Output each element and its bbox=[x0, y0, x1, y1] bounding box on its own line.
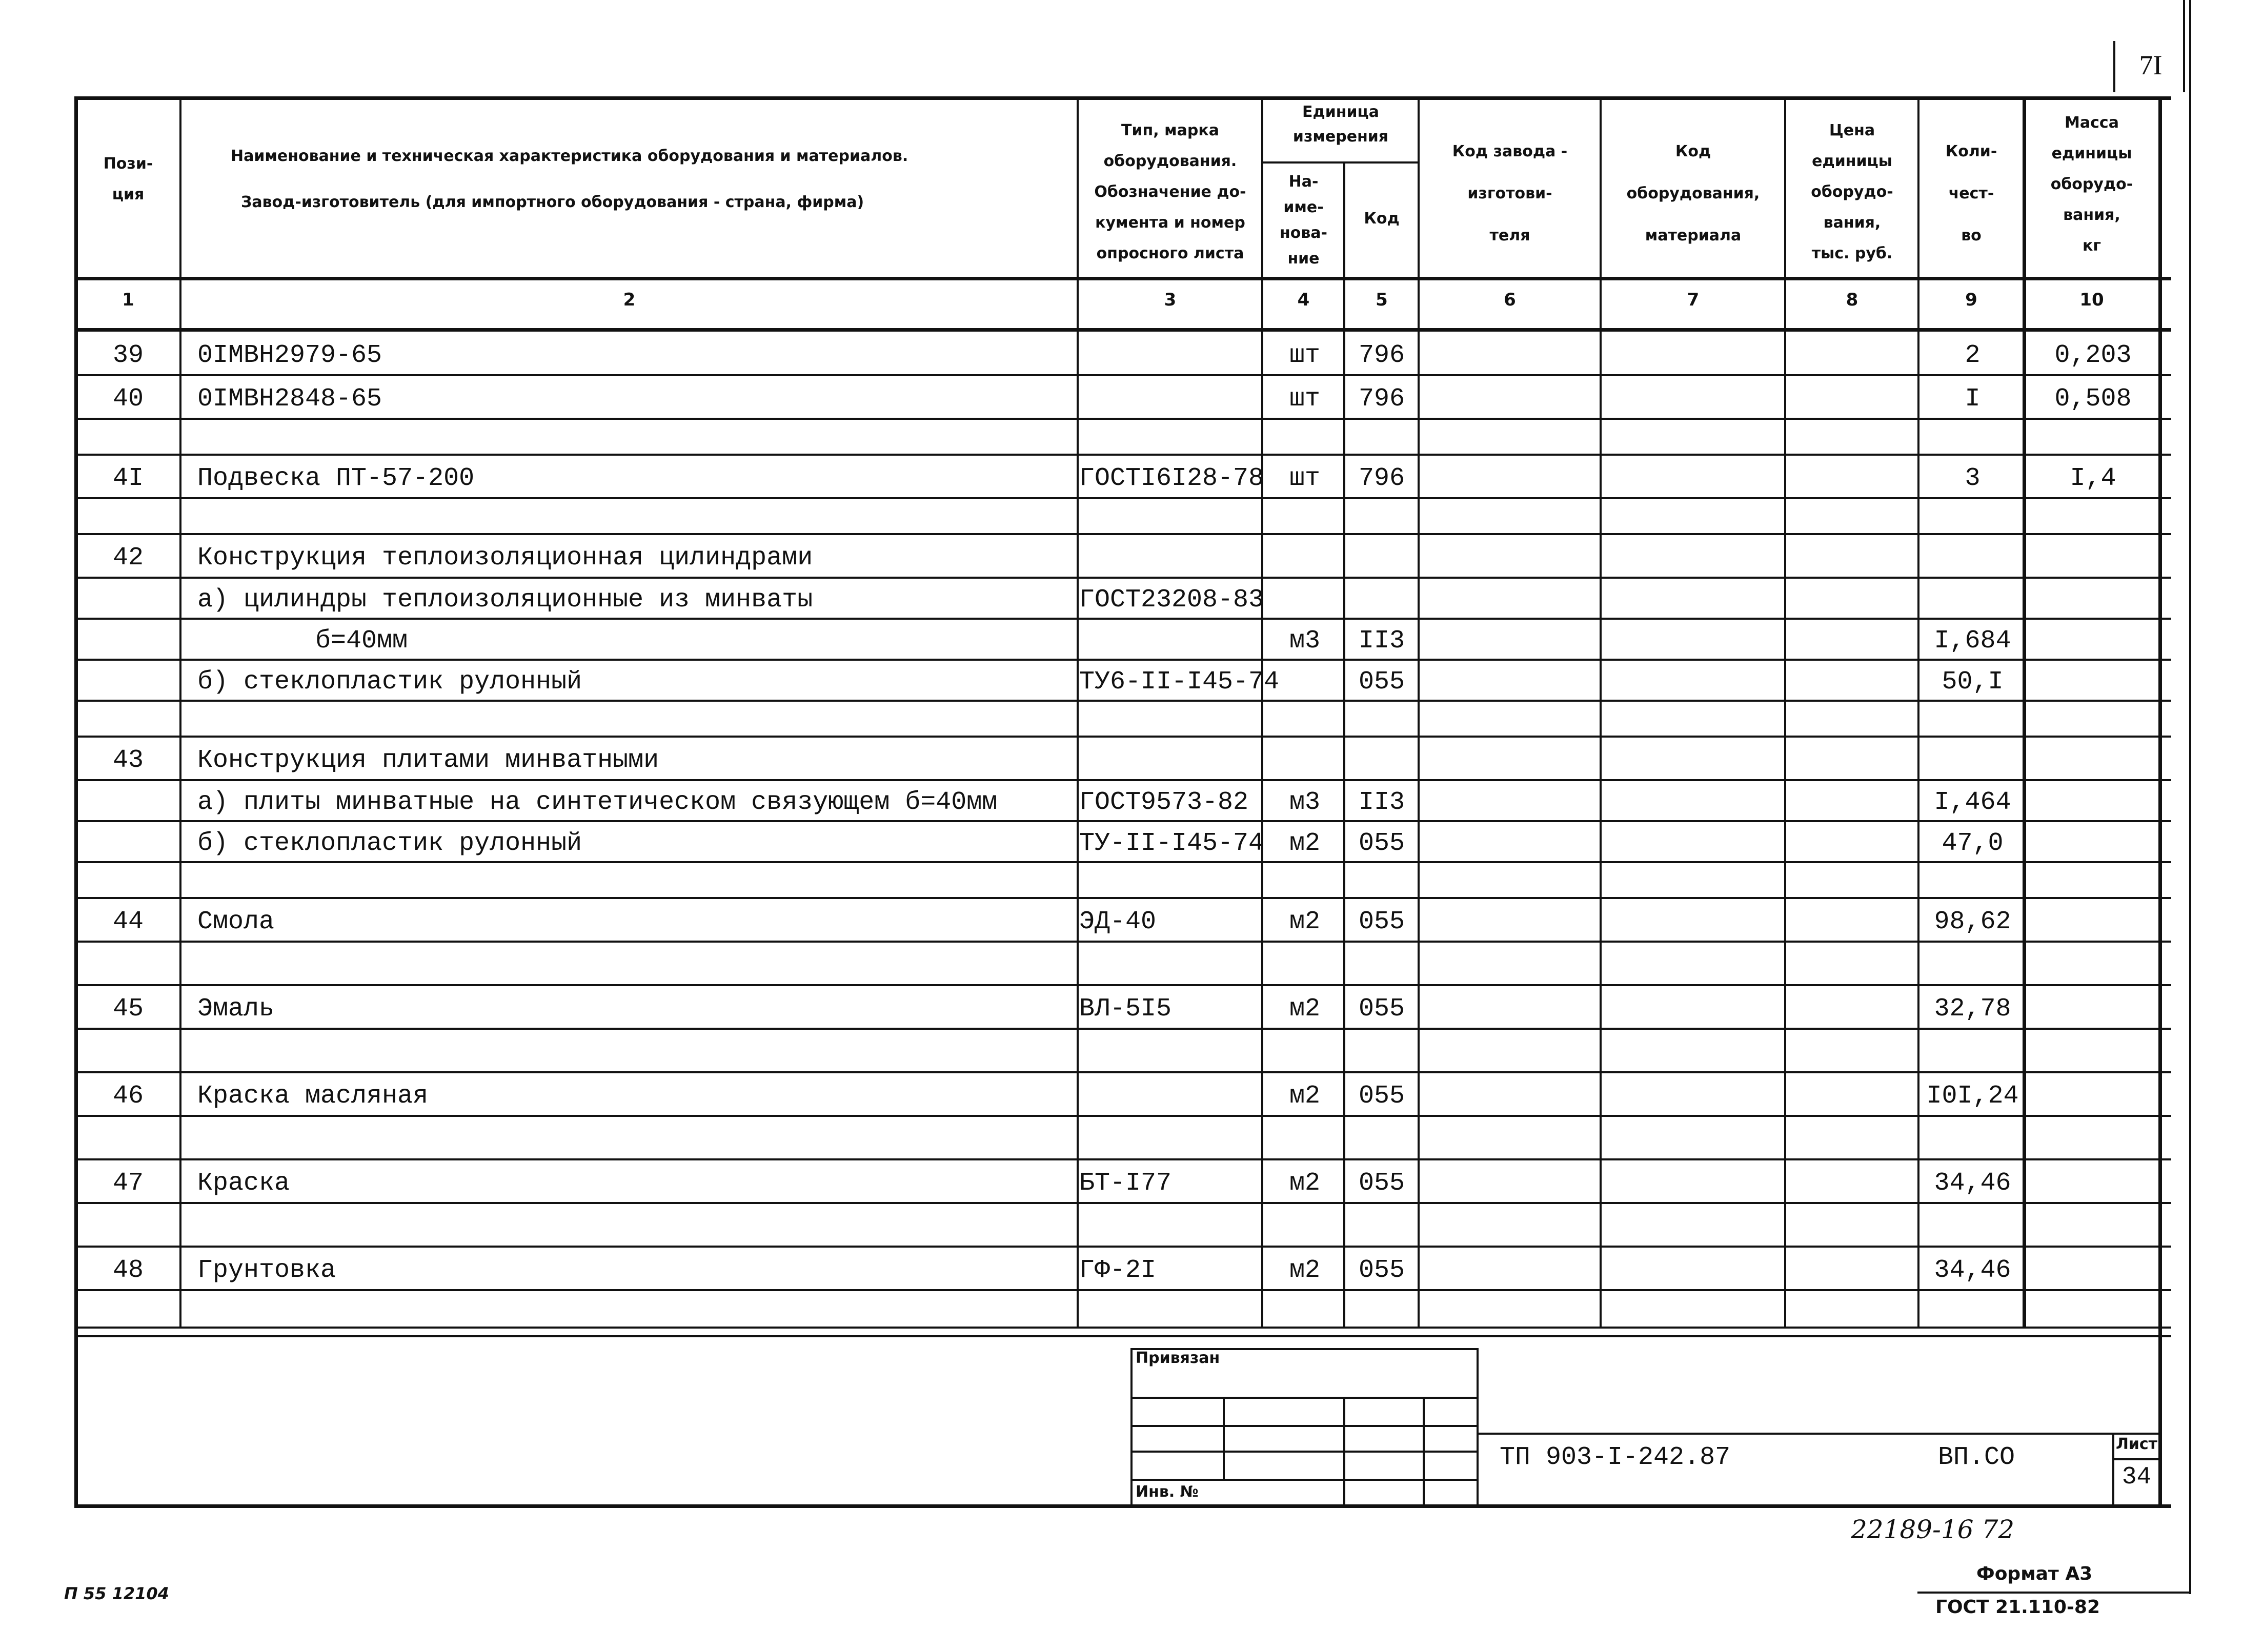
sheet-number: 34 bbox=[2121, 1463, 2152, 1491]
format-underline bbox=[1917, 1592, 2189, 1594]
row-divider bbox=[74, 533, 2171, 535]
cell-name: Конструкция теплоизоляционная цилиндрами bbox=[197, 543, 813, 573]
cell-name: а) цилиндры теплоизоляционные из минваты bbox=[197, 585, 813, 615]
cell-unit: шт bbox=[1289, 384, 1320, 414]
cell-quantity: 32,78 bbox=[1934, 994, 2011, 1024]
header-mass: Масса единицы оборудо- вания, кг bbox=[2050, 114, 2133, 255]
cell-quantity: I,684 bbox=[1934, 626, 2011, 656]
cell-position: 44 bbox=[112, 907, 144, 936]
column-number: 10 bbox=[2079, 290, 2104, 310]
cell-name: Подвеска ПТ-57-200 bbox=[197, 463, 475, 493]
cell-name: Эмаль bbox=[197, 994, 275, 1024]
header-position: Пози- ция bbox=[103, 155, 153, 203]
cell-type: ТУ-II-I45-74 bbox=[1079, 829, 1264, 858]
cell-name: Краска масляная bbox=[197, 1081, 429, 1111]
cell-type: БТ-I77 bbox=[1079, 1168, 1172, 1198]
row-divider bbox=[74, 941, 2171, 943]
cell-name: Краска bbox=[197, 1168, 290, 1198]
cell-code: 055 bbox=[1358, 994, 1405, 1024]
cell-unit: м2 bbox=[1289, 907, 1320, 936]
row-divider bbox=[74, 779, 2171, 781]
cell-quantity: I bbox=[1965, 384, 1981, 414]
stamp-privyazan-label: Привязан bbox=[1136, 1349, 1220, 1367]
row-divider bbox=[74, 897, 2171, 899]
cell-unit: м2 bbox=[1289, 1081, 1320, 1111]
cell-quantity: 34,46 bbox=[1934, 1255, 2011, 1285]
row-divider bbox=[74, 700, 2171, 702]
row-divider bbox=[74, 1289, 2171, 1291]
cell-name: а) плиты минватные на синтетическом связующем б=40мм bbox=[197, 788, 998, 817]
document-mark: ВП.СО bbox=[1938, 1443, 2015, 1472]
cell-code: 055 bbox=[1358, 1168, 1405, 1198]
cell-position: 46 bbox=[112, 1081, 144, 1111]
cell-type: ВЛ-5I5 bbox=[1079, 994, 1172, 1024]
column-number: 8 bbox=[1846, 290, 1858, 310]
cell-position: 48 bbox=[112, 1255, 144, 1285]
footer-left-code: П 55 12104 bbox=[64, 1584, 169, 1603]
cell-quantity: 34,46 bbox=[1934, 1168, 2011, 1198]
cell-name: б) стеклопластик рулонный bbox=[197, 667, 582, 697]
column-number: 2 bbox=[623, 290, 636, 310]
bottom-border bbox=[74, 1504, 2171, 1508]
header-type: Тип, марка оборудования. Обозначение до- кумента и номер опросного листа bbox=[1094, 121, 1246, 262]
cell-type: ТУ6-II-I45-74 bbox=[1079, 667, 1280, 697]
header-unit-group: Единица измерения bbox=[1292, 103, 1389, 146]
cell-name: 0IMBH2979-65 bbox=[197, 340, 382, 370]
row-divider bbox=[74, 1246, 2171, 1248]
cell-mass: I,4 bbox=[2070, 463, 2116, 493]
cell-position: 4I bbox=[112, 463, 144, 493]
format-label: Формат А3 bbox=[1976, 1563, 2093, 1584]
header-plant-code: Код завода - изготови- теля bbox=[1452, 142, 1568, 244]
body-bottom-line bbox=[74, 1327, 2171, 1329]
row-divider bbox=[74, 618, 2171, 620]
column-number: 3 bbox=[1164, 290, 1177, 310]
row-divider bbox=[74, 736, 2171, 738]
cell-unit: м2 bbox=[1289, 829, 1320, 858]
row-divider bbox=[74, 1028, 2171, 1030]
cell-name: б) стеклопластик рулонный bbox=[197, 829, 582, 858]
cell-quantity: I0I,24 bbox=[1926, 1081, 2019, 1111]
column-number: 9 bbox=[1965, 290, 1977, 310]
cell-type: ГОСТI6I28-78 bbox=[1079, 463, 1264, 493]
header-price: Цена единицы оборудо- вания, тыс. руб. bbox=[1811, 121, 1893, 262]
cell-quantity: I,464 bbox=[1934, 788, 2011, 817]
cell-code: 055 bbox=[1358, 667, 1405, 697]
cell-unit: м3 bbox=[1289, 788, 1320, 817]
row-divider bbox=[74, 497, 2171, 499]
cell-position: 43 bbox=[112, 745, 144, 775]
page-number: 7I bbox=[2139, 50, 2163, 80]
cell-mass: 0,508 bbox=[2054, 384, 2132, 414]
row-divider bbox=[74, 1158, 2171, 1160]
cell-code: 055 bbox=[1358, 1081, 1405, 1111]
cell-position: 47 bbox=[112, 1168, 144, 1198]
cell-quantity: 2 bbox=[1965, 340, 1981, 370]
row-divider bbox=[74, 820, 2171, 822]
cell-type: ЭД-40 bbox=[1079, 907, 1157, 936]
header-unit-name: На- име- нова- ние bbox=[1279, 173, 1328, 268]
row-divider bbox=[74, 659, 2171, 661]
row-divider bbox=[74, 374, 2171, 376]
column-number: 4 bbox=[1297, 290, 1310, 310]
row-divider bbox=[74, 1335, 2171, 1337]
stamp-inv-number-label: Инв. № bbox=[1136, 1483, 1199, 1501]
cell-code: 055 bbox=[1358, 1255, 1405, 1285]
sheet-label: Лист bbox=[2115, 1435, 2158, 1453]
cell-code: 055 bbox=[1358, 907, 1405, 936]
row-divider bbox=[74, 1115, 2171, 1117]
cell-unit: м2 bbox=[1289, 994, 1320, 1024]
cell-code: 796 bbox=[1358, 340, 1405, 370]
cell-type: ГОСТ23208-83 bbox=[1079, 585, 1264, 615]
row-divider bbox=[74, 861, 2171, 863]
cell-quantity: 3 bbox=[1965, 463, 1981, 493]
cell-name: 0IMBH2848-65 bbox=[197, 384, 382, 414]
header-unit-code: Код bbox=[1364, 210, 1400, 228]
cell-quantity: 50,I bbox=[1942, 667, 2004, 697]
row-divider bbox=[74, 1071, 2171, 1073]
cell-code: II3 bbox=[1358, 788, 1405, 817]
row-divider bbox=[74, 454, 2171, 456]
cell-name: б=40мм bbox=[315, 626, 408, 656]
cell-unit: шт bbox=[1289, 340, 1320, 370]
column-number: 7 bbox=[1687, 290, 1700, 310]
header-name-line2: Завод-изготовитель (для импортного оборудования - страна, фирма) bbox=[241, 193, 864, 211]
cell-type: ГФ-2I bbox=[1079, 1255, 1157, 1285]
header-equipment-code: Код оборудования, материала bbox=[1626, 142, 1760, 244]
cell-quantity: 98,62 bbox=[1934, 907, 2011, 936]
cell-code: 796 bbox=[1358, 384, 1405, 414]
cell-code: II3 bbox=[1358, 626, 1405, 656]
cell-unit: шт bbox=[1289, 463, 1320, 493]
column-number: 6 bbox=[1504, 290, 1516, 310]
right-margin-line bbox=[2189, 0, 2191, 1594]
cell-code: 055 bbox=[1358, 829, 1405, 858]
cell-name: Смола bbox=[197, 907, 275, 936]
cell-name: Грунтовка bbox=[197, 1255, 336, 1285]
cell-type: ГОСТ9573-82 bbox=[1079, 788, 1249, 817]
cell-unit: м2 bbox=[1289, 1168, 1320, 1198]
row-divider bbox=[74, 984, 2171, 986]
gost-label: ГОСТ 21.110-82 bbox=[1935, 1597, 2100, 1618]
header-quantity: Коли- чест- во bbox=[1945, 142, 1997, 244]
cell-code: 796 bbox=[1358, 463, 1405, 493]
cell-position: 40 bbox=[112, 384, 144, 414]
row-divider bbox=[74, 418, 2171, 420]
cell-name: Конструкция плитами минватными bbox=[197, 745, 659, 775]
document-code: ТП 903-I-242.87 bbox=[1500, 1443, 1731, 1472]
cell-position: 39 bbox=[112, 340, 144, 370]
cell-quantity: 47,0 bbox=[1942, 829, 2004, 858]
row-divider bbox=[74, 1202, 2171, 1204]
cell-unit: м2 bbox=[1289, 1255, 1320, 1285]
column-number: 5 bbox=[1376, 290, 1388, 310]
cell-position: 42 bbox=[112, 543, 144, 573]
cell-position: 45 bbox=[112, 994, 144, 1024]
cell-unit: м3 bbox=[1289, 626, 1320, 656]
cell-mass: 0,203 bbox=[2054, 340, 2132, 370]
column-number: 1 bbox=[122, 290, 134, 310]
archive-number: 22189-16 72 bbox=[1851, 1515, 2015, 1544]
header-name-line1: Наименование и техническая характеристика оборудования и материалов. bbox=[231, 147, 908, 165]
row-divider bbox=[74, 577, 2171, 579]
